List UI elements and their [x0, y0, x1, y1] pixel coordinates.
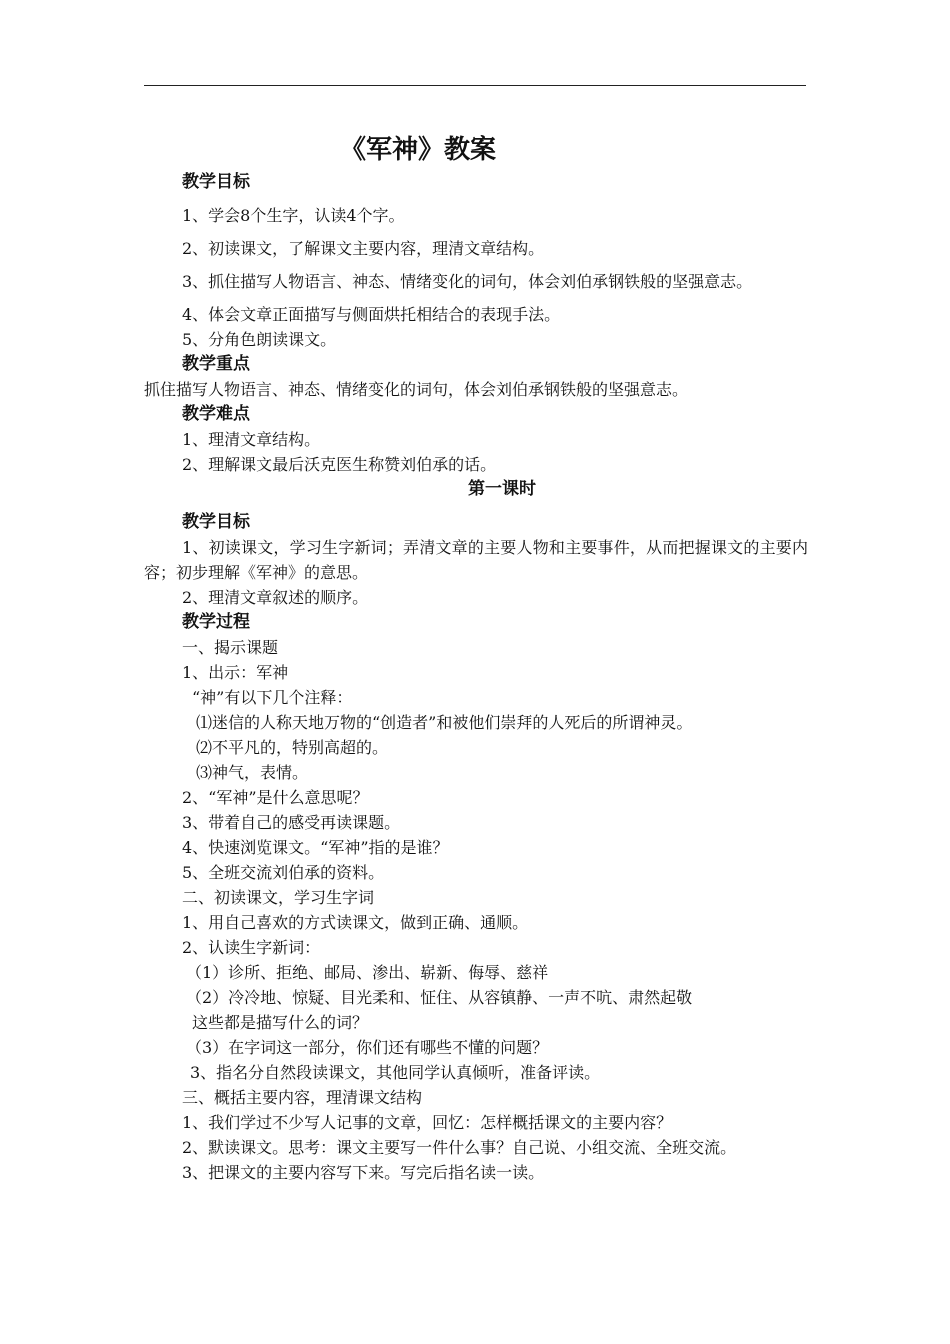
process-step: 3、指名分自然段读课文，其他同学认真倾听，准备评读。	[190, 1063, 601, 1082]
lesson-goal-item: 2、理清文章叙述的顺序。	[182, 588, 369, 607]
document-body	[144, 130, 808, 1185]
process-note: “神”有以下几个注释：	[192, 688, 353, 707]
process-part-title: 三、概括主要内容，理清课文结构	[182, 1088, 423, 1107]
document-title: 《军神》教案	[340, 135, 497, 165]
process-step: 3、把课文的主要内容写下来。写完后指名读一读。	[182, 1163, 545, 1182]
goal-item: 4、体会文章正面描写与侧面烘托相结合的表现手法。	[182, 305, 561, 324]
header-rule	[144, 85, 806, 86]
process-step: 2、“军神”是什么意思呢？	[182, 788, 369, 807]
definition-item: ⑴迷信的人称天地万物的“创造者”和被他们崇拜的人死后的所谓神灵。	[196, 713, 693, 732]
section-heading-difficulty: 教学难点	[182, 404, 250, 424]
process-part-title: 一、揭示课题	[182, 638, 279, 657]
goal-item: 1、学会8个生字，认读4个字。	[182, 206, 405, 225]
section-heading-process: 教学过程	[182, 612, 250, 632]
process-part-title: 二、初读课文，学习生字词	[182, 888, 375, 907]
process-step: 3、带着自己的感受再读课题。	[182, 813, 401, 832]
process-step: 2、认读生字新词：	[182, 938, 321, 957]
difficulty-item: 1、理清文章结构。	[182, 430, 321, 449]
word-list: （1）诊所、拒绝、邮局、渗出、崭新、侮辱、慈祥	[186, 963, 549, 982]
word-list: （2）冷冷地、惊疑、目光柔和、怔住、从容镇静、一声不吭、肃然起敬	[186, 988, 693, 1007]
section-heading-key: 教学重点	[182, 354, 250, 374]
process-step: 4、快速浏览课文。“军神”指的是谁？	[182, 838, 449, 857]
goal-item: 5、分角色朗读课文。	[182, 330, 337, 349]
process-step: 1、出示：军神	[182, 663, 289, 682]
word-list: （3）在字词这一部分，你们还有哪些不懂的问题？	[186, 1038, 549, 1057]
section-heading-lesson-goals: 教学目标	[182, 512, 250, 532]
goal-item: 3、抓住描写人物语言、神态、情绪变化的词句，体会刘伯承钢铁般的坚强意志。	[182, 272, 753, 291]
process-question: 这些都是描写什么的词？	[192, 1013, 369, 1032]
definition-item: ⑵不平凡的，特别高超的。	[196, 738, 389, 757]
goal-item: 2、初读课文，了解课文主要内容，理清文章结构。	[182, 239, 545, 258]
lesson-heading: 第一课时	[468, 479, 536, 499]
section-heading-goals: 教学目标	[182, 172, 250, 192]
process-step: 2、默读课文。思考：课文主要写一件什么事？自己说、小组交流、全班交流。	[182, 1138, 737, 1157]
process-step: 1、我们学过不少写人记事的文章，回忆：怎样概括课文的主要内容？	[182, 1113, 673, 1132]
definition-item: ⑶神气，表情。	[196, 763, 309, 782]
process-step: 5、全班交流刘伯承的资料。	[182, 863, 385, 882]
process-step: 1、用自己喜欢的方式读课文，做到正确、通顺。	[182, 913, 529, 932]
lesson-goal-item: 1、初读课文，学习生字新词；弄清文章的主要人物和主要事件，从而把握课文的主要内容；初步理解《军神》的意思。	[144, 538, 808, 582]
difficulty-item: 2、理解课文最后沃克医生称赞刘伯承的话。	[182, 455, 497, 474]
key-point-text: 抓住描写人物语言、神态、情绪变化的词句，体会刘伯承钢铁般的坚强意志。	[144, 380, 689, 399]
